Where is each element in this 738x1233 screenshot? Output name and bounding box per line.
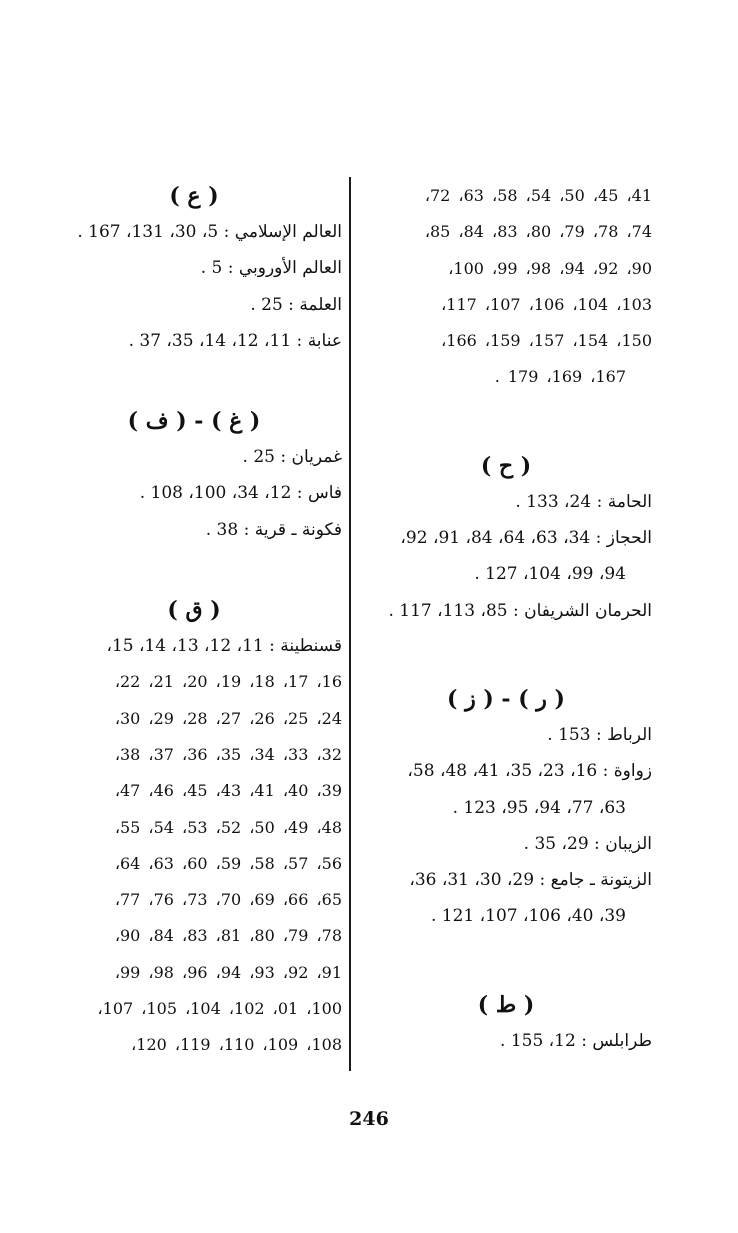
index-line: 48، 49، 50، 52، 53، 54، 55، (114, 817, 342, 837)
index-entry: فكونة ـ قرية : 38 . (205, 519, 342, 540)
index-entry: طرابلس : 12، 155 . (500, 1030, 652, 1051)
index-line: 56، 57، 58، 59، 60، 63، 64، (114, 853, 342, 873)
index-line: 41، 45، 50، 54، 58، 63، 72، (424, 186, 652, 205)
index-line: 39، 40، 41، 43، 45، 46، 47، (114, 781, 342, 801)
section-heading-ta: ( ط ) (477, 991, 535, 1018)
index-line: 32، 33، 34، 35، 36، 37، 38، (114, 744, 342, 764)
index-line: 65، 66، 69، 70، 73، 76، 77، (114, 890, 342, 910)
page-number: 246 (349, 1108, 389, 1130)
index-line: 90، 92، 94، 98، 99، 100، (448, 258, 652, 278)
section-heading-ra-za: ( ر ) - ( ز ) (447, 685, 565, 712)
index-entry: العلمة : 25 . (250, 294, 342, 315)
index-line: 24، 25، 26، 27، 28، 29، 30، (114, 708, 342, 728)
index-entry: العالم الإسلامي : 5، 30، 131، 167 . (77, 222, 342, 242)
right-column (360, 178, 652, 1059)
index-entry-continuation: 94، 99، 104، 127 . (474, 564, 626, 585)
index-line: 103، 104، 106، 107، 117، (441, 294, 652, 314)
index-line: 150، 154، 157، 159، 166، (441, 331, 652, 351)
index-entry: الحجاز : 34، 63، 64، 84، 91، 92، (400, 528, 652, 549)
index-entry: الحرمان الشريفان : 85، 113، 117 . (388, 600, 652, 621)
index-entry: الزيتونة ـ جامع : 29، 30، 31، 36، (409, 870, 652, 891)
index-entry: قسنطينة : 11، 12، 13، 14، 15، (106, 636, 342, 657)
index-line: 74، 78، 79، 80، 83، 84، 85، (424, 222, 652, 242)
index-entry: الحامة : 24، 133 . (515, 491, 652, 512)
index-entry: فاس : 12، 34، 100، 108 . (139, 483, 342, 504)
section-heading-ghain-fa: ( غ ) - ( ف ) (127, 408, 261, 435)
section-heading-ain: ( ع ) (169, 183, 219, 209)
left-column (46, 178, 342, 1064)
index-entry: العالم الأوروبي : 5 . (200, 258, 342, 279)
index-line: 78، 79، 80، 81، 83، 84، 90، (114, 926, 342, 946)
index-entry: زواوة : 16، 23، 35، 41، 48، 58، (407, 761, 652, 782)
index-entry: الزيبان : 29، 35 . (523, 833, 652, 854)
section-heading-qaf: ( ق ) (167, 597, 221, 624)
index-entry: غمريان : 25 . (242, 447, 342, 468)
index-line: 100، 01، 102، 104، 105، 107، (97, 999, 342, 1019)
index-line: 16، 17، 18، 19، 20، 21، 22، (114, 672, 342, 692)
index-entry-continuation: 63، 77، 94، 95، 123 . (452, 797, 626, 818)
section-heading-ha: ( ح ) (480, 452, 532, 479)
index-line: 108، 109، 110، 119، 120، (131, 1035, 342, 1055)
index-entry: الرباط : 153 . (547, 724, 652, 745)
index-line: 91، 92، 93، 94، 96، 98، 99، (114, 962, 342, 982)
index-entry-continuation: 39، 40، 106، 107، 121 . (430, 906, 626, 927)
index-entry: عنابة : 11، 12، 14، 35، 37 . (128, 330, 342, 351)
column-divider (349, 177, 351, 1071)
index-line: 167، 169، 179 . (494, 367, 626, 387)
